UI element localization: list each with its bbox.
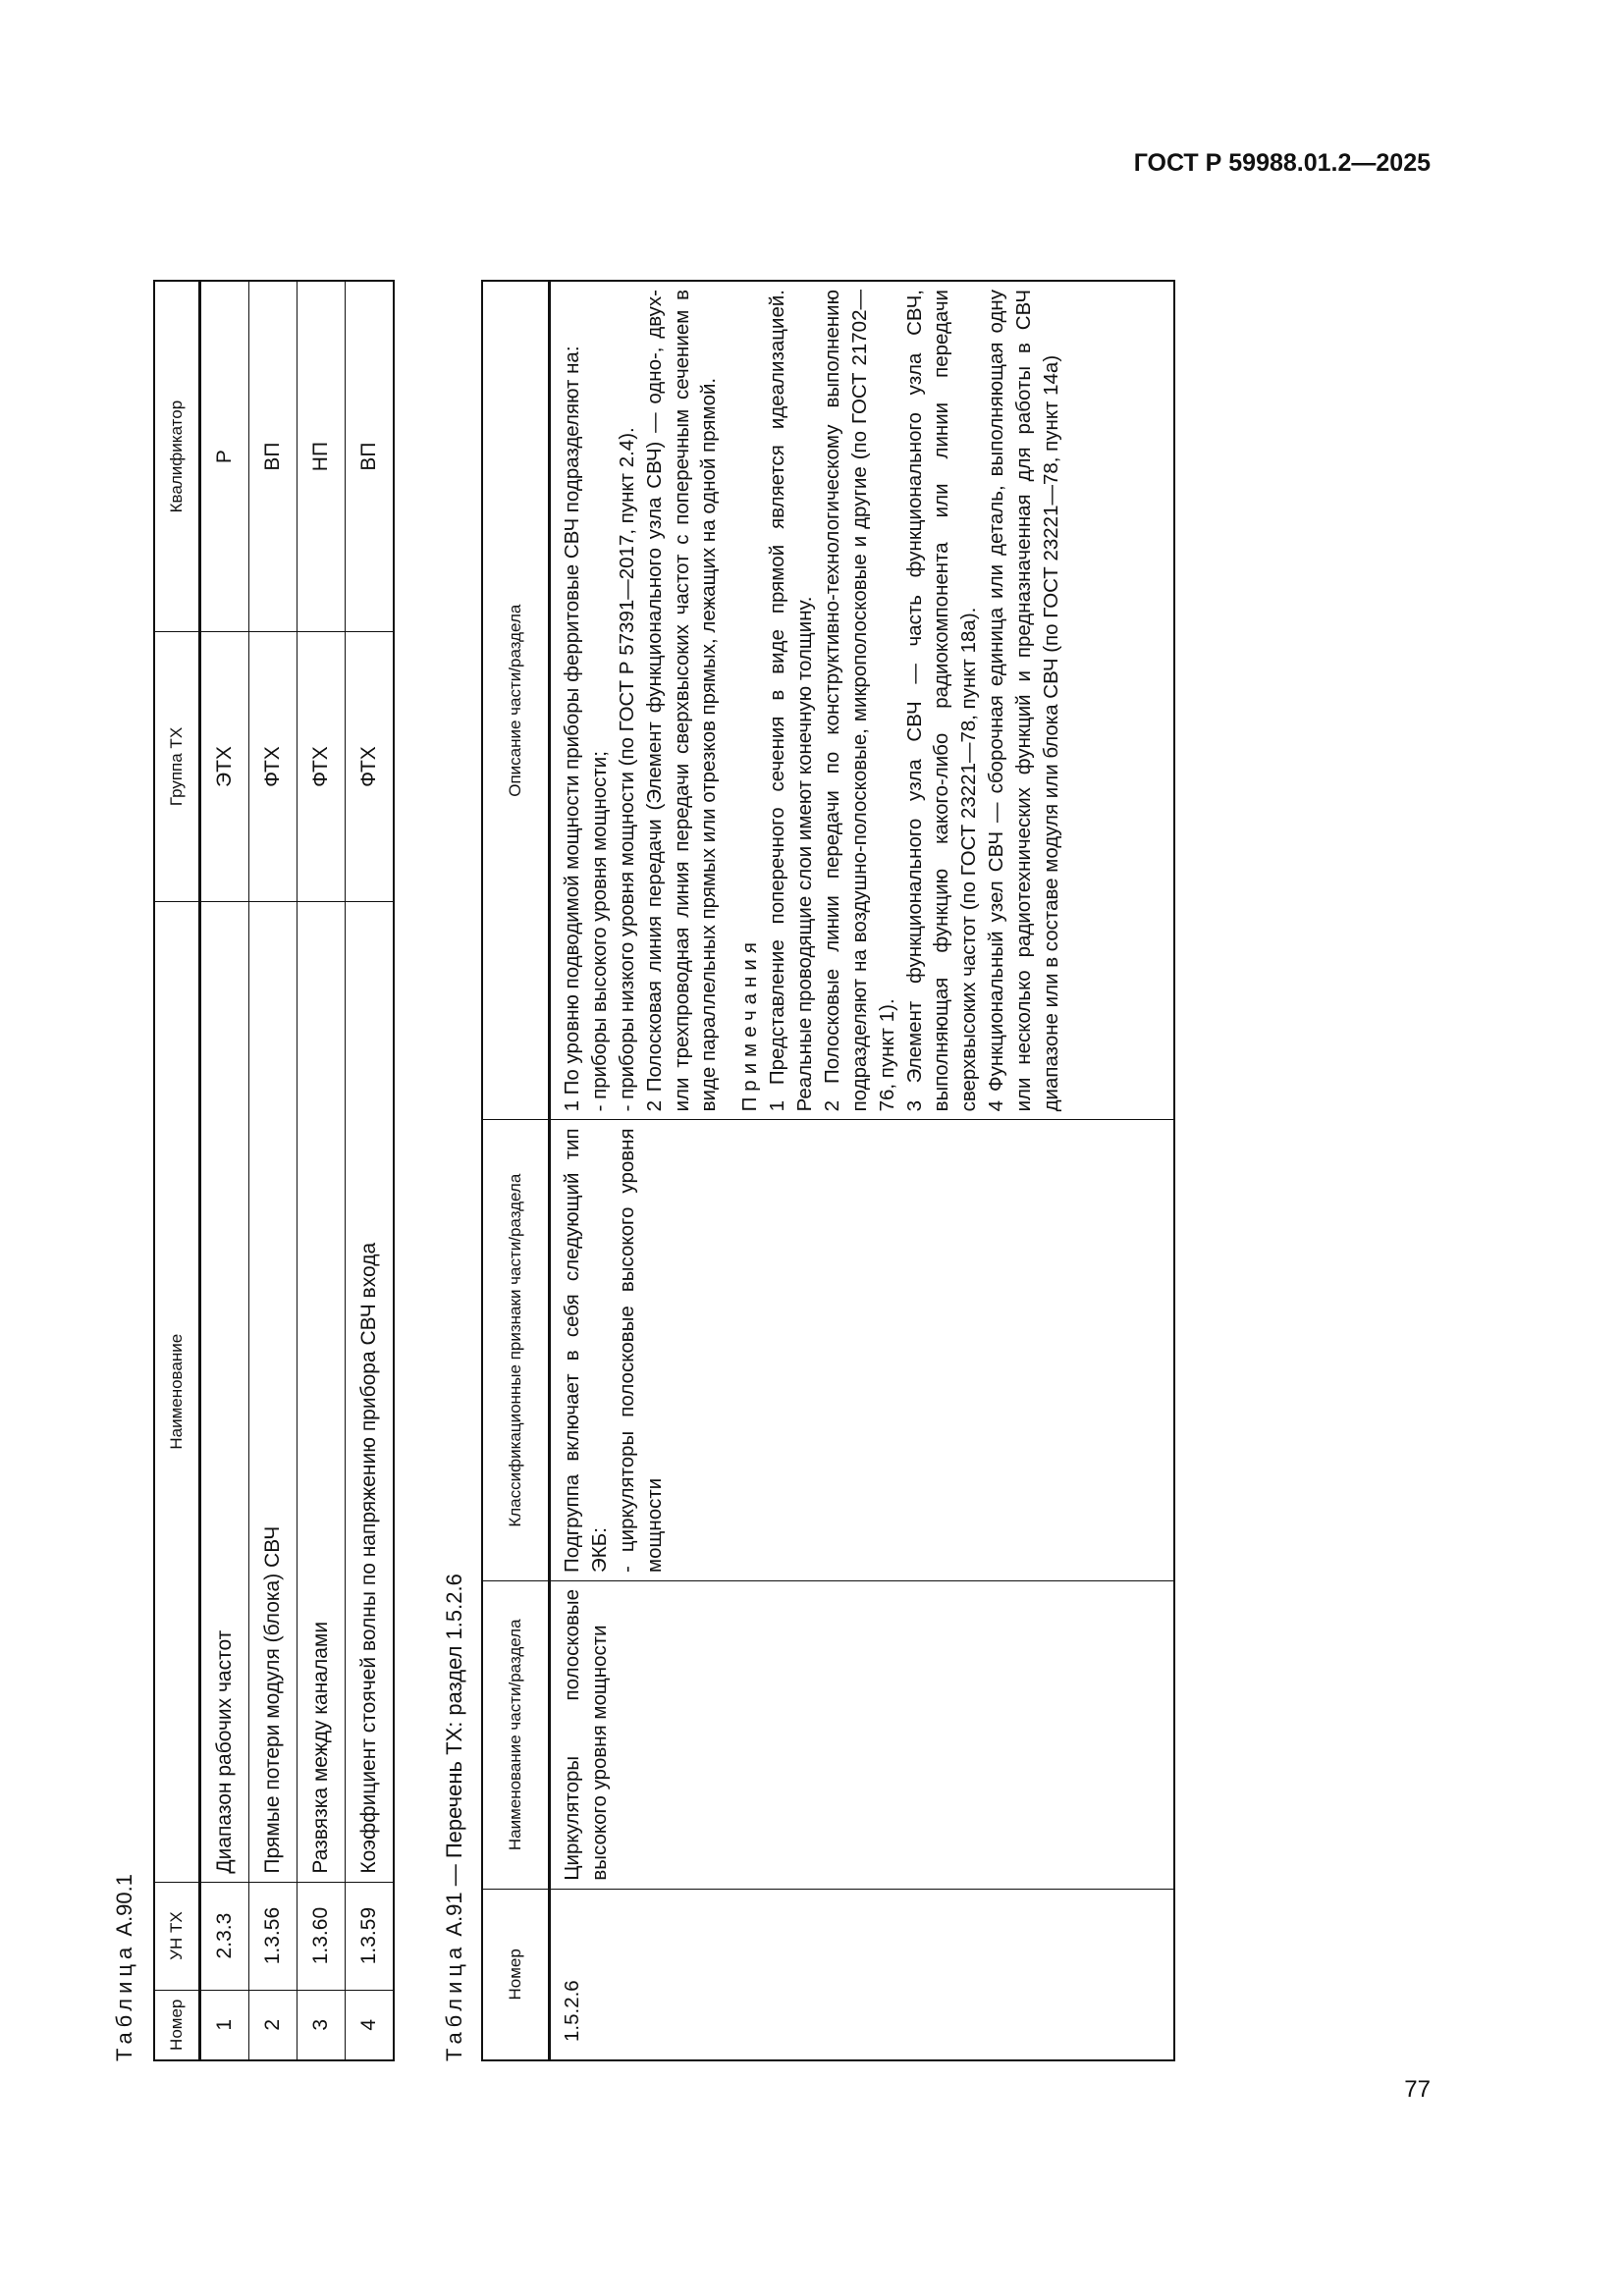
cell-name: Диапазон рабочих частот (200, 901, 249, 1882)
cell-name: Коэффициент стоячей волны по напряжению прибора СВЧ входа (346, 901, 395, 1882)
note-item: 1 Представление поперечного сечения в виде прямой является идеализацией. Реальные проводящие слои имеют конечную толщину. (766, 290, 816, 1112)
description-line: 2 Полосковая линия передачи (Элемент функционального узла СВЧ) — одно-, двух- или трехпроводная линия передачи сверхвысоких частот с поперечным сечением в виде параллельных прямых или отрезков прямых, лежащих на одной прямой. (642, 290, 721, 1112)
cell-number: 3 (298, 1990, 346, 2060)
cell-group: ФТХ (298, 632, 346, 902)
table2-caption: Таблица А.91 — Перечень ТХ: раздел 1.5.2.6 (442, 1574, 466, 2061)
description-line: - приборы низкого уровня мощности (по ГОСТ Р 57391—2017, пункт 2.4). (615, 427, 638, 1112)
col-header-qualifier: Квалификатор (154, 281, 200, 632)
table-a-91 (481, 280, 1175, 2061)
note-item: 4 Функциональный узел СВЧ — сборочная единица или деталь, выполняющая одну или несколько радиотехнических функций и предназначенная для работы в СВЧ диапазоне или в составе модуля или блока СВЧ (по ГОСТ 23221—78, пункт 14а) (985, 290, 1062, 1112)
cell-qualifier: Р (200, 281, 249, 632)
rotated-content (108, 257, 1208, 2083)
table-a-90-1 (153, 280, 395, 2061)
page-number: 77 (1404, 2076, 1431, 2103)
cell-qualifier: ВП (346, 281, 395, 632)
cell-un-tx: 2.3.3 (200, 1882, 249, 1990)
cell-number: 2 (249, 1990, 298, 2060)
cell-group: ФТХ (346, 632, 395, 902)
cell-un-tx: 1.3.59 (346, 1882, 395, 1990)
cell-qualifier: НП (298, 281, 346, 632)
classification-line: - циркуляторы полосковые высокого уровня мощности (615, 1128, 666, 1573)
cell-number: 1.5.2.6 (550, 1889, 1175, 2060)
col-header-description: Описание части/раздела (482, 281, 550, 1120)
cell-group: ЭТХ (200, 632, 249, 902)
table-header-row (154, 281, 200, 2060)
cell-qualifier: ВП (249, 281, 298, 632)
cell-description (550, 281, 1175, 1120)
cell-classification (550, 1120, 1175, 1581)
note-item: 2 Полосковые линии передачи по конструктивно-технологическому выполнению подразделяют на воздушно-полосковые, микрополосковые и другие (по ГОСТ 21702—76, пункт 1). (820, 290, 898, 1112)
col-header-classification: Классификационные признаки части/раздела (482, 1120, 550, 1581)
col-header-number: Номер (154, 1990, 200, 2060)
cell-name: Развязка между каналами (298, 901, 346, 1882)
table-row (249, 281, 298, 2060)
note-item: 3 Элемент функционального узла СВЧ — часть функционального узла СВЧ, выполняющая функцию какого-либо радиокомпонента или линии передачи сверхвысоких частот (по ГОСТ 23221—78, пункт 18а). (902, 290, 981, 1112)
cell-name: Прямые потери модуля (блока) СВЧ (249, 901, 298, 1882)
document-header: ГОСТ Р 59988.01.2—2025 (1133, 149, 1431, 177)
table-row (346, 281, 395, 2060)
col-header-group: Группа ТХ (154, 632, 200, 902)
table-header-row (482, 281, 550, 2060)
notes-title: Примечания (738, 936, 762, 1112)
cell-un-tx: 1.3.60 (298, 1882, 346, 1990)
table-row (298, 281, 346, 2060)
col-header-number: Номер (482, 1889, 550, 2060)
classification-line: Подгруппа включает в себя следующий тип ЭКБ: (561, 1128, 611, 1573)
table1-caption: Таблица А.90.1 (112, 1874, 136, 2061)
description-line: - приборы высокого уровня мощности; (587, 751, 611, 1112)
cell-number: 1 (200, 1990, 249, 2060)
cell-part-name: Циркуляторы полосковые высокого уровня мощности (550, 1580, 1175, 1889)
col-header-part-name: Наименование части/раздела (482, 1580, 550, 1889)
cell-un-tx: 1.3.56 (249, 1882, 298, 1990)
col-header-name: Наименование (154, 901, 200, 1882)
cell-group: ФТХ (249, 632, 298, 902)
table-row (550, 281, 1175, 2060)
cell-number: 4 (346, 1990, 395, 2060)
description-line: 1 По уровню подводимой мощности приборы ферритовые СВЧ подразделяют на: (561, 346, 583, 1112)
table-row (200, 281, 249, 2060)
col-header-un-tx: УН ТХ (154, 1882, 200, 1990)
